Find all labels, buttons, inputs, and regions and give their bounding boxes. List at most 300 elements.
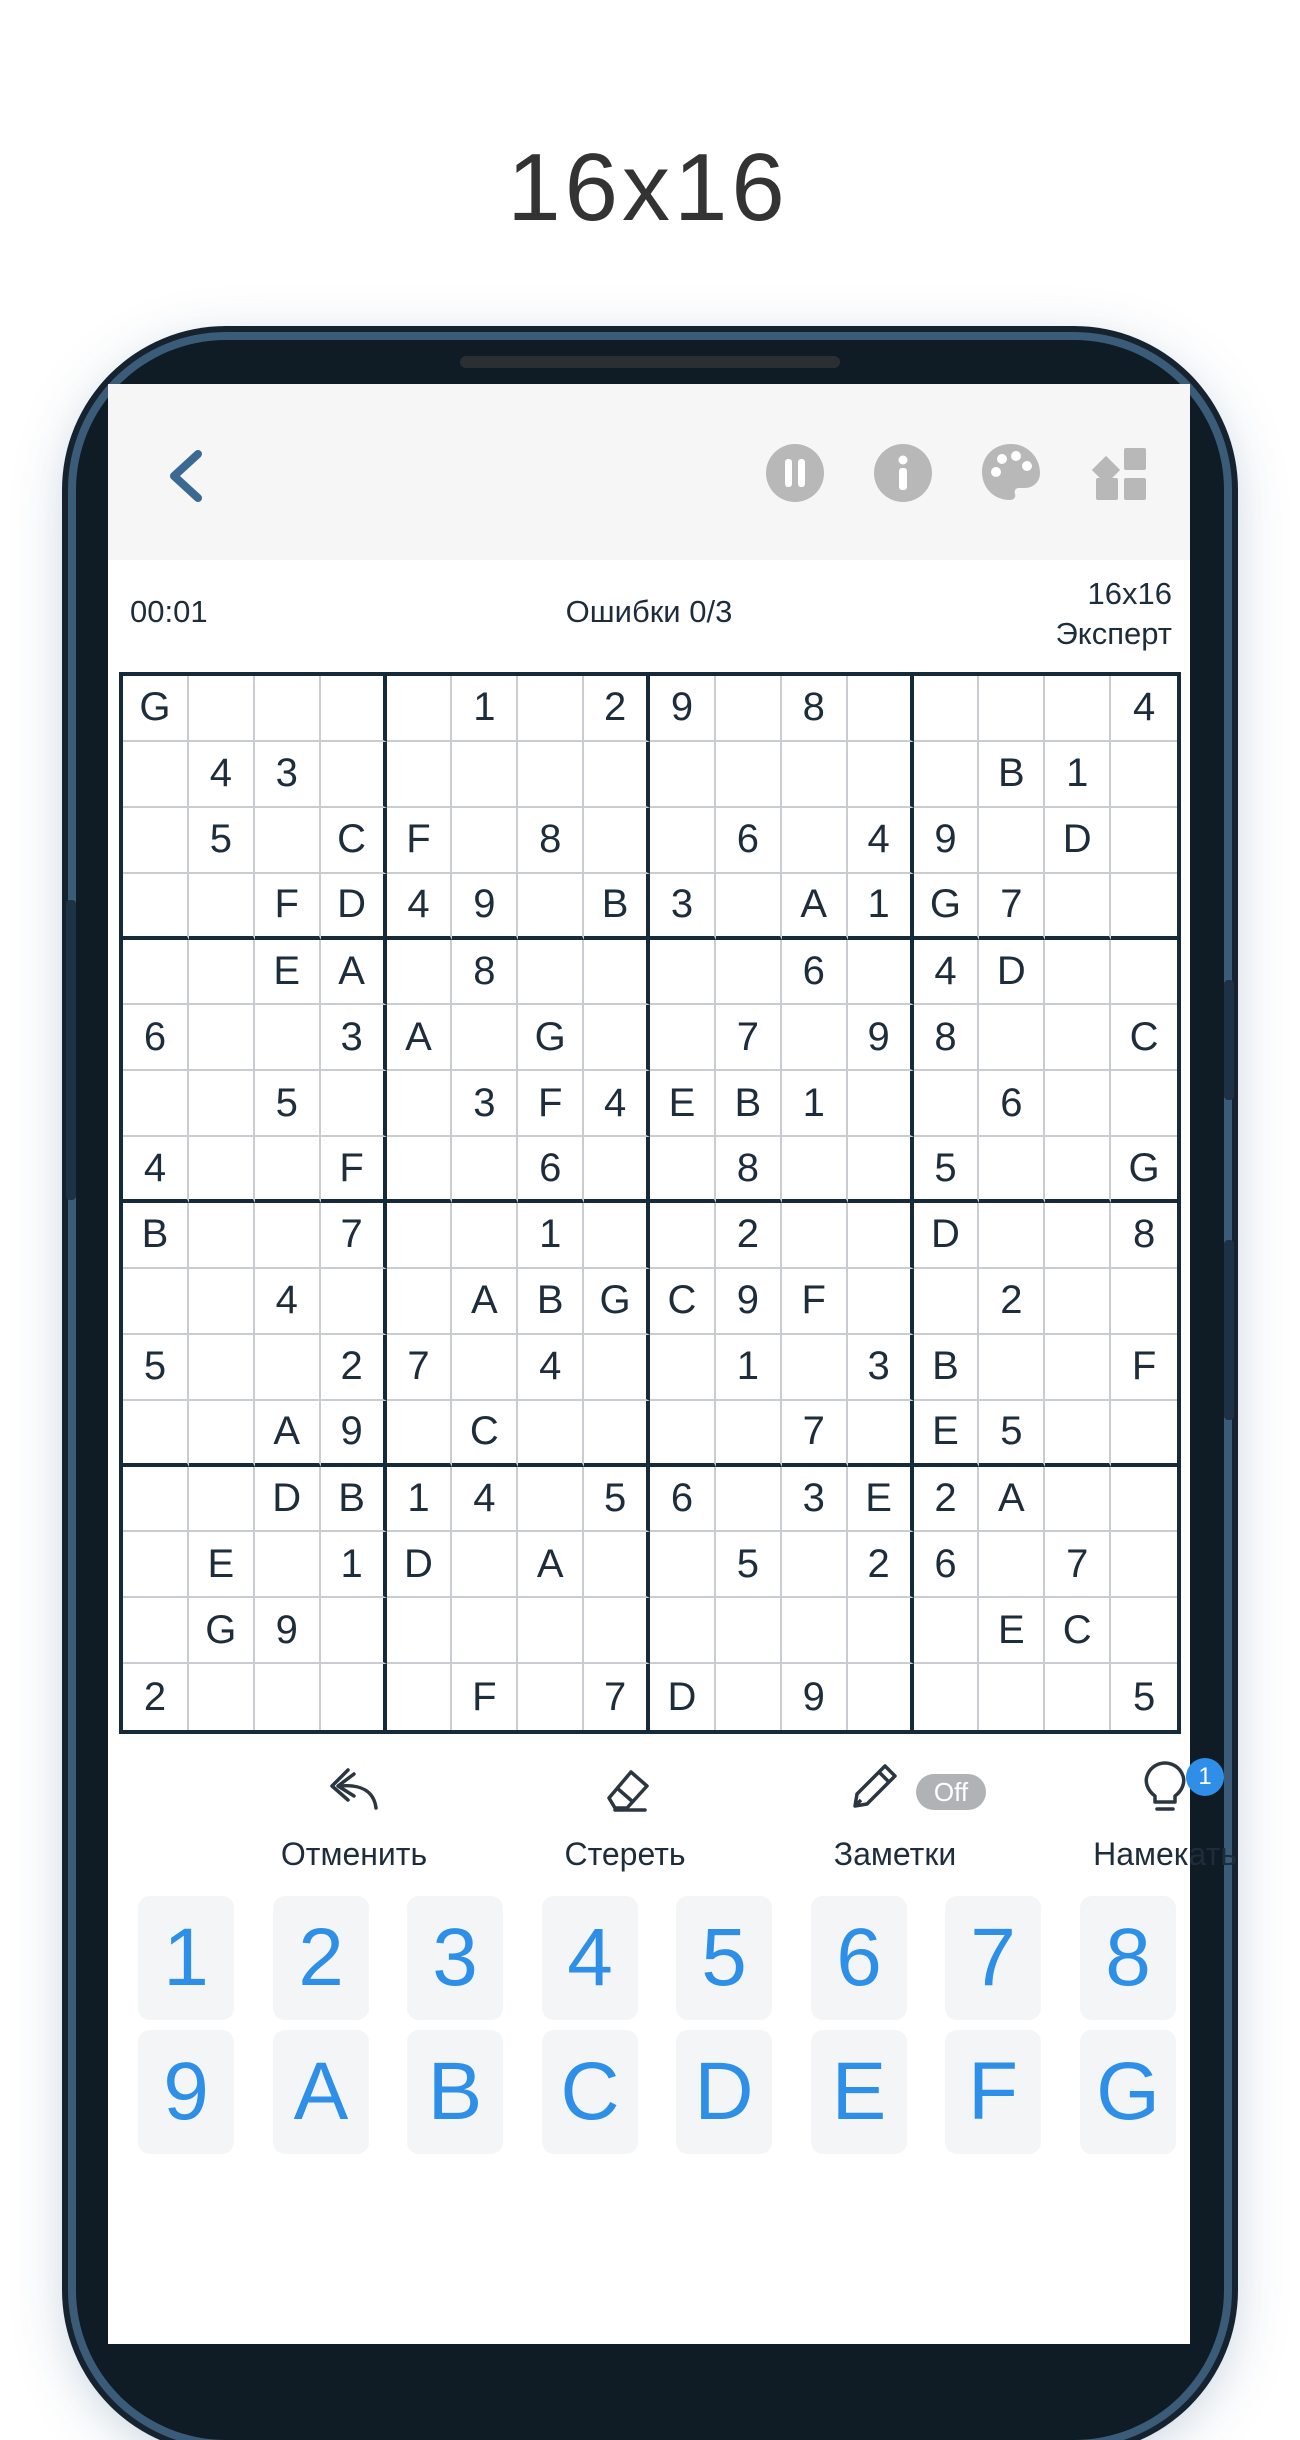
grid-cell[interactable] <box>584 808 650 874</box>
grid-cell[interactable]: 9 <box>255 1598 321 1664</box>
grid-cell[interactable] <box>255 1335 321 1401</box>
notes-toggle[interactable]: Off <box>916 1774 986 1810</box>
grid-cell[interactable]: 5 <box>584 1467 650 1533</box>
grid-cell[interactable]: 1 <box>782 1071 848 1137</box>
grid-cell[interactable]: B <box>716 1071 782 1137</box>
keypad-key[interactable]: 5 <box>676 1896 772 2020</box>
grid-cell[interactable] <box>650 742 716 808</box>
grid-cell[interactable] <box>584 1335 650 1401</box>
grid-cell[interactable] <box>914 1269 980 1335</box>
grid-cell[interactable]: 7 <box>584 1664 650 1730</box>
grid-cell[interactable] <box>979 1203 1045 1269</box>
grid-cell[interactable]: 4 <box>255 1269 321 1335</box>
grid-cell[interactable] <box>1045 940 1111 1006</box>
sudoku-grid <box>119 672 1181 1734</box>
grid-cell[interactable] <box>452 1005 518 1071</box>
grid-cell[interactable] <box>716 1401 782 1467</box>
grid-cell[interactable]: 1 <box>321 1532 387 1598</box>
grid-cell[interactable] <box>518 1664 584 1730</box>
grid-cell[interactable]: 5 <box>716 1532 782 1598</box>
grid-cell[interactable]: G <box>189 1598 255 1664</box>
grid-cell[interactable]: E <box>914 1401 980 1467</box>
keypad-key[interactable]: 6 <box>811 1896 907 2020</box>
grid-cell[interactable] <box>123 1269 189 1335</box>
grid-cell[interactable] <box>650 1401 716 1467</box>
grid-cell[interactable] <box>189 1071 255 1137</box>
grid-cell[interactable] <box>1111 1598 1177 1664</box>
grid-cell[interactable] <box>123 1401 189 1467</box>
grid-cell[interactable] <box>716 676 782 742</box>
grid-cell[interactable] <box>1111 1467 1177 1533</box>
grid-cell[interactable] <box>848 1269 914 1335</box>
grid-cell[interactable]: E <box>189 1532 255 1598</box>
grid-cell[interactable] <box>782 1532 848 1598</box>
grid-cell[interactable]: D <box>255 1467 321 1533</box>
theme-button[interactable] <box>980 442 1042 504</box>
grid-cell[interactable]: 3 <box>321 1005 387 1071</box>
grid-cell[interactable]: 7 <box>782 1401 848 1467</box>
grid-cell[interactable]: 1 <box>848 874 914 940</box>
grid-cell[interactable] <box>387 1269 453 1335</box>
erase-button[interactable] <box>490 1744 760 1874</box>
grid-cell[interactable]: D <box>914 1203 980 1269</box>
grid-cell[interactable] <box>518 874 584 940</box>
grid-cell[interactable]: A <box>979 1467 1045 1533</box>
grid-cell[interactable] <box>1045 874 1111 940</box>
grid-cell[interactable] <box>979 808 1045 874</box>
grid-cell[interactable] <box>979 1005 1045 1071</box>
grid-cell[interactable] <box>1111 742 1177 808</box>
grid-cell[interactable] <box>584 1005 650 1071</box>
grid-cell[interactable] <box>1111 1532 1177 1598</box>
board-size: 16x16 <box>1087 576 1172 611</box>
undo-button[interactable] <box>219 1744 489 1874</box>
erase-label: Стереть <box>564 1836 686 1872</box>
keypad-key[interactable]: 8 <box>1080 1896 1176 2020</box>
grid-cell[interactable]: 5 <box>123 1335 189 1401</box>
grid-cell[interactable]: 5 <box>189 808 255 874</box>
grid-cell[interactable] <box>387 940 453 1006</box>
grid-cell[interactable] <box>189 1203 255 1269</box>
grid-cell[interactable] <box>123 874 189 940</box>
grid-cell[interactable]: 2 <box>716 1203 782 1269</box>
promo-title: 16x16 <box>507 134 789 241</box>
grid-cell[interactable]: 9 <box>650 676 716 742</box>
grid-cell[interactable] <box>1111 1401 1177 1467</box>
keypad-key[interactable]: 4 <box>542 1896 638 2020</box>
grid-cell[interactable] <box>650 1005 716 1071</box>
grid-cell[interactable] <box>1045 1335 1111 1401</box>
grid-cell[interactable] <box>914 1664 980 1730</box>
grid-cell[interactable]: F <box>782 1269 848 1335</box>
grid-cell[interactable] <box>584 1598 650 1664</box>
pause-button[interactable] <box>764 442 826 504</box>
grid-cell[interactable]: G <box>584 1269 650 1335</box>
grid-cell[interactable]: 5 <box>979 1401 1045 1467</box>
hint-button[interactable] <box>1030 1744 1300 1874</box>
grid-cell[interactable]: 4 <box>387 874 453 940</box>
grid-cell[interactable] <box>782 1598 848 1664</box>
notes-label: Заметки <box>833 1836 957 1872</box>
grid-cell[interactable]: E <box>650 1071 716 1137</box>
info-icon <box>872 442 934 504</box>
grid-cell[interactable] <box>387 1137 453 1203</box>
grid-cell[interactable]: 7 <box>716 1005 782 1071</box>
grid-cell[interactable]: 3 <box>782 1467 848 1533</box>
grid-cell[interactable] <box>584 1532 650 1598</box>
grid-cell[interactable]: B <box>518 1269 584 1335</box>
grid-cell[interactable]: C <box>650 1269 716 1335</box>
grid-cell[interactable] <box>189 1335 255 1401</box>
grid-cell[interactable] <box>321 1269 387 1335</box>
grid-cell[interactable]: E <box>255 940 321 1006</box>
grid-cell[interactable] <box>650 1598 716 1664</box>
grid-cell[interactable] <box>518 940 584 1006</box>
chevron-left-icon <box>158 444 214 508</box>
grid-cell[interactable] <box>650 1335 716 1401</box>
widgets-icon <box>1090 442 1152 504</box>
grid-cell[interactable] <box>848 742 914 808</box>
grid-cell[interactable] <box>914 1598 980 1664</box>
grid-cell[interactable] <box>518 1598 584 1664</box>
grid-cell[interactable]: 2 <box>848 1532 914 1598</box>
grid-cell[interactable] <box>452 1335 518 1401</box>
grid-cell[interactable] <box>189 940 255 1006</box>
grid-cell[interactable] <box>848 1137 914 1203</box>
grid-cell[interactable] <box>914 676 980 742</box>
grid-cell[interactable]: 9 <box>452 874 518 940</box>
grid-cell[interactable]: 2 <box>979 1269 1045 1335</box>
grid-cell[interactable] <box>1045 1203 1111 1269</box>
grid-cell[interactable] <box>848 1664 914 1730</box>
grid-cell[interactable]: 8 <box>518 808 584 874</box>
grid-cell[interactable] <box>387 1203 453 1269</box>
keypad-key[interactable]: D <box>676 2030 772 2154</box>
level-info <box>1056 574 1172 654</box>
grid-cell[interactable] <box>584 1401 650 1467</box>
grid-cell[interactable] <box>979 1532 1045 1598</box>
keypad-key[interactable]: 3 <box>407 1896 503 2020</box>
grid-cell[interactable]: D <box>1045 808 1111 874</box>
grid-cell[interactable]: 6 <box>650 1467 716 1533</box>
grid-cell[interactable]: 5 <box>255 1071 321 1137</box>
grid-cell[interactable]: 9 <box>782 1664 848 1730</box>
grid-cell[interactable]: D <box>387 1532 453 1598</box>
grid-cell[interactable] <box>123 940 189 1006</box>
grid-cell[interactable]: 6 <box>979 1071 1045 1137</box>
keypad-key[interactable]: 7 <box>945 1896 1041 2020</box>
action-bar <box>108 1744 1237 1874</box>
grid-cell[interactable] <box>255 1203 321 1269</box>
grid-cell[interactable] <box>123 1598 189 1664</box>
grid-cell[interactable] <box>1045 1467 1111 1533</box>
grid-cell[interactable]: 6 <box>782 940 848 1006</box>
grid-cell[interactable] <box>387 676 453 742</box>
grid-cell[interactable] <box>1045 1269 1111 1335</box>
grid-cell[interactable] <box>518 1401 584 1467</box>
grid-cell[interactable] <box>650 1137 716 1203</box>
grid-cell[interactable] <box>848 1071 914 1137</box>
grid-cell[interactable] <box>387 1401 453 1467</box>
grid-cell[interactable]: 3 <box>650 874 716 940</box>
grid-cell[interactable]: C <box>452 1401 518 1467</box>
grid-cell[interactable] <box>387 1071 453 1137</box>
grid-cell[interactable]: 8 <box>452 940 518 1006</box>
grid-cell[interactable] <box>782 1335 848 1401</box>
grid-cell[interactable] <box>584 1203 650 1269</box>
grid-cell[interactable]: 7 <box>321 1203 387 1269</box>
grid-cell[interactable] <box>782 742 848 808</box>
grid-cell[interactable]: B <box>321 1467 387 1533</box>
back-button[interactable] <box>158 444 214 508</box>
grid-cell[interactable]: C <box>1111 1005 1177 1071</box>
grid-cell[interactable] <box>979 1137 1045 1203</box>
grid-cell[interactable]: F <box>1111 1335 1177 1401</box>
grid-cell[interactable] <box>848 1401 914 1467</box>
grid-cell[interactable]: G <box>123 676 189 742</box>
grid-cell[interactable] <box>584 940 650 1006</box>
grid-cell[interactable]: 9 <box>914 808 980 874</box>
grid-cell[interactable] <box>914 1071 980 1137</box>
grid-cell[interactable] <box>650 1203 716 1269</box>
grid-cell[interactable] <box>1045 1401 1111 1467</box>
grid-cell[interactable]: F <box>452 1664 518 1730</box>
grid-cell[interactable]: A <box>452 1269 518 1335</box>
grid-cell[interactable] <box>1045 1664 1111 1730</box>
palette-icon <box>980 442 1042 504</box>
grid-cell[interactable]: A <box>782 874 848 940</box>
grid-cell[interactable]: E <box>979 1598 1045 1664</box>
grid-cell[interactable] <box>321 676 387 742</box>
grid-cell[interactable] <box>650 1532 716 1598</box>
grid-cell[interactable]: 8 <box>782 676 848 742</box>
grid-cell[interactable] <box>716 742 782 808</box>
info-button[interactable] <box>872 442 934 504</box>
grid-cell[interactable]: 1 <box>387 1467 453 1533</box>
grid-cell[interactable]: E <box>848 1467 914 1533</box>
grid-cell[interactable]: C <box>1045 1598 1111 1664</box>
grid-cell[interactable] <box>650 808 716 874</box>
grid-cell[interactable] <box>716 1467 782 1533</box>
keypad-key[interactable]: 1 <box>138 1896 234 2020</box>
grid-cell[interactable] <box>189 1401 255 1467</box>
grid-cell[interactable] <box>1045 1071 1111 1137</box>
grid-cell[interactable] <box>848 1598 914 1664</box>
keypad-key[interactable]: E <box>811 2030 907 2154</box>
grid-cell[interactable] <box>518 676 584 742</box>
phone-notch <box>460 356 840 368</box>
grid-cell[interactable]: 9 <box>848 1005 914 1071</box>
grid-cell[interactable]: A <box>255 1401 321 1467</box>
keypad-key[interactable]: B <box>407 2030 503 2154</box>
grid-cell[interactable] <box>321 1664 387 1730</box>
grid-cell[interactable] <box>1111 808 1177 874</box>
grid-cell[interactable]: 1 <box>1045 742 1111 808</box>
grid-cell[interactable]: F <box>255 874 321 940</box>
grid-cell[interactable] <box>189 874 255 940</box>
grid-cell[interactable]: 9 <box>321 1401 387 1467</box>
keypad-key[interactable]: 9 <box>138 2030 234 2154</box>
keypad-key[interactable]: C <box>542 2030 638 2154</box>
grid-cell[interactable]: 3 <box>452 1071 518 1137</box>
hint-label: Намекать <box>1093 1836 1237 1872</box>
keypad-key[interactable]: A <box>273 2030 369 2154</box>
grid-cell[interactable]: 3 <box>848 1335 914 1401</box>
grid-cell[interactable]: 4 <box>452 1467 518 1533</box>
grid-cell[interactable] <box>255 1005 321 1071</box>
grid-cell[interactable]: 6 <box>123 1005 189 1071</box>
grid-cell[interactable]: F <box>321 1137 387 1203</box>
grid-cell[interactable] <box>518 742 584 808</box>
grid-cell[interactable]: 2 <box>123 1664 189 1730</box>
grid-cell[interactable]: 6 <box>518 1137 584 1203</box>
grid-cell[interactable] <box>255 1137 321 1203</box>
grid-cell[interactable] <box>1045 1137 1111 1203</box>
grid-cell[interactable] <box>452 1598 518 1664</box>
grid-cell[interactable] <box>1111 1269 1177 1335</box>
grid-cell[interactable]: A <box>387 1005 453 1071</box>
grid-cell[interactable] <box>1045 1005 1111 1071</box>
grid-cell[interactable] <box>584 742 650 808</box>
grid-cell[interactable]: 7 <box>979 874 1045 940</box>
grid-cell[interactable] <box>716 1664 782 1730</box>
grid-cell[interactable]: G <box>914 874 980 940</box>
grid-cell[interactable] <box>123 1532 189 1598</box>
grid-cell[interactable] <box>979 1664 1045 1730</box>
grid-cell[interactable] <box>1111 874 1177 940</box>
grid-cell[interactable] <box>189 1467 255 1533</box>
grid-cell[interactable]: G <box>1111 1137 1177 1203</box>
keypad-key[interactable]: G <box>1080 2030 1176 2154</box>
grid-cell[interactable]: D <box>321 874 387 940</box>
grid-cell[interactable]: B <box>979 742 1045 808</box>
grid-cell[interactable]: 2 <box>914 1467 980 1533</box>
grid-cell[interactable] <box>255 808 321 874</box>
grid-cell[interactable] <box>189 1664 255 1730</box>
grid-cell[interactable]: A <box>321 940 387 1006</box>
grid-cell[interactable] <box>584 1137 650 1203</box>
grid-cell[interactable]: G <box>518 1005 584 1071</box>
grid-cell[interactable]: 4 <box>1111 676 1177 742</box>
grid-cell[interactable]: A <box>518 1532 584 1598</box>
grid-cell[interactable] <box>716 1598 782 1664</box>
grid-cell[interactable]: 3 <box>255 742 321 808</box>
grid-cell[interactable] <box>189 1137 255 1203</box>
grid-cell[interactable] <box>452 1203 518 1269</box>
grid-cell[interactable] <box>782 1203 848 1269</box>
grid-cell[interactable]: C <box>321 808 387 874</box>
grid-cell[interactable]: 5 <box>1132 1674 1156 1719</box>
grid-cell[interactable]: 9 <box>716 1269 782 1335</box>
grid-cell[interactable] <box>782 1137 848 1203</box>
grid-cell[interactable] <box>189 676 255 742</box>
grid-cell[interactable]: 4 <box>518 1335 584 1401</box>
keypad-key[interactable]: 2 <box>273 1896 369 2020</box>
notes-button[interactable] <box>760 1744 1030 1874</box>
grid-cell[interactable]: 4 <box>123 1137 189 1203</box>
grid-cell[interactable] <box>189 1269 255 1335</box>
keypad-key[interactable]: F <box>945 2030 1041 2154</box>
grid-cell[interactable] <box>189 1005 255 1071</box>
grid-cell[interactable]: 4 <box>848 808 914 874</box>
lightbulb-icon <box>1135 1758 1195 1818</box>
grid-cell[interactable] <box>123 1467 189 1533</box>
more-button[interactable] <box>1090 442 1152 504</box>
grid-cell[interactable] <box>387 742 453 808</box>
grid-cell[interactable] <box>387 1664 453 1730</box>
grid-cell[interactable] <box>782 808 848 874</box>
grid-cell[interactable]: 5 <box>914 1137 980 1203</box>
grid-cell[interactable] <box>848 1203 914 1269</box>
grid-cell[interactable]: B <box>584 874 650 940</box>
grid-cell[interactable] <box>979 676 1045 742</box>
grid-cell[interactable]: 4 <box>914 940 980 1006</box>
grid-cell[interactable]: 1 <box>452 676 518 742</box>
grid-cell[interactable]: D <box>650 1664 716 1730</box>
grid-cell[interactable] <box>123 808 189 874</box>
phone-side-button <box>1224 1240 1234 1420</box>
grid-cell[interactable] <box>321 1071 387 1137</box>
grid-cell[interactable] <box>518 1467 584 1533</box>
grid-cell[interactable]: 6 <box>716 808 782 874</box>
grid-cell[interactable] <box>650 940 716 1006</box>
grid-cell[interactable]: 2 <box>584 676 650 742</box>
grid-cell[interactable] <box>321 742 387 808</box>
grid-cell[interactable]: B <box>123 1203 189 1269</box>
grid-cell[interactable]: 4 <box>584 1071 650 1137</box>
grid-cell[interactable]: B <box>914 1335 980 1401</box>
grid-cell[interactable] <box>716 874 782 940</box>
grid-cell[interactable]: 4 <box>189 742 255 808</box>
grid-cell[interactable] <box>255 1532 321 1598</box>
grid-cell[interactable] <box>452 1137 518 1203</box>
grid-cell[interactable]: 7 <box>1045 1532 1111 1598</box>
grid-cell[interactable] <box>1045 676 1111 742</box>
grid-cell[interactable]: F <box>387 808 453 874</box>
grid-cell[interactable] <box>123 742 189 808</box>
grid-cell[interactable] <box>848 940 914 1006</box>
grid-cell[interactable] <box>321 1598 387 1664</box>
timer: 00:01 <box>130 594 208 629</box>
grid-cell[interactable]: 8 <box>914 1005 980 1071</box>
grid-cell[interactable]: 8 <box>1111 1203 1177 1269</box>
grid-cell[interactable] <box>716 940 782 1006</box>
grid-cell[interactable]: F <box>518 1071 584 1137</box>
grid-cell[interactable] <box>848 676 914 742</box>
grid-cell[interactable]: 7 <box>387 1335 453 1401</box>
grid-cell[interactable] <box>123 1071 189 1137</box>
grid-cell[interactable]: 1 <box>716 1335 782 1401</box>
grid-cell[interactable] <box>452 808 518 874</box>
grid-cell[interactable]: D <box>979 940 1045 1006</box>
difficulty: Эксперт <box>1055 616 1172 651</box>
grid-cell[interactable]: 1 <box>518 1203 584 1269</box>
grid-cell[interactable]: 8 <box>716 1137 782 1203</box>
grid-cell[interactable] <box>387 1598 453 1664</box>
grid-cell[interactable] <box>452 1532 518 1598</box>
grid-cell[interactable] <box>452 742 518 808</box>
grid-cell[interactable] <box>979 1335 1045 1401</box>
grid-cell[interactable] <box>1111 1071 1177 1137</box>
grid-cell[interactable] <box>782 1005 848 1071</box>
grid-cell[interactable] <box>255 1664 321 1730</box>
phone-side-button <box>66 900 76 1200</box>
grid-cell[interactable]: 2 <box>321 1335 387 1401</box>
grid-cell[interactable]: 6 <box>914 1532 980 1598</box>
grid-cell[interactable] <box>1111 940 1177 1006</box>
grid-cell[interactable] <box>255 676 321 742</box>
grid-cell[interactable] <box>914 742 980 808</box>
